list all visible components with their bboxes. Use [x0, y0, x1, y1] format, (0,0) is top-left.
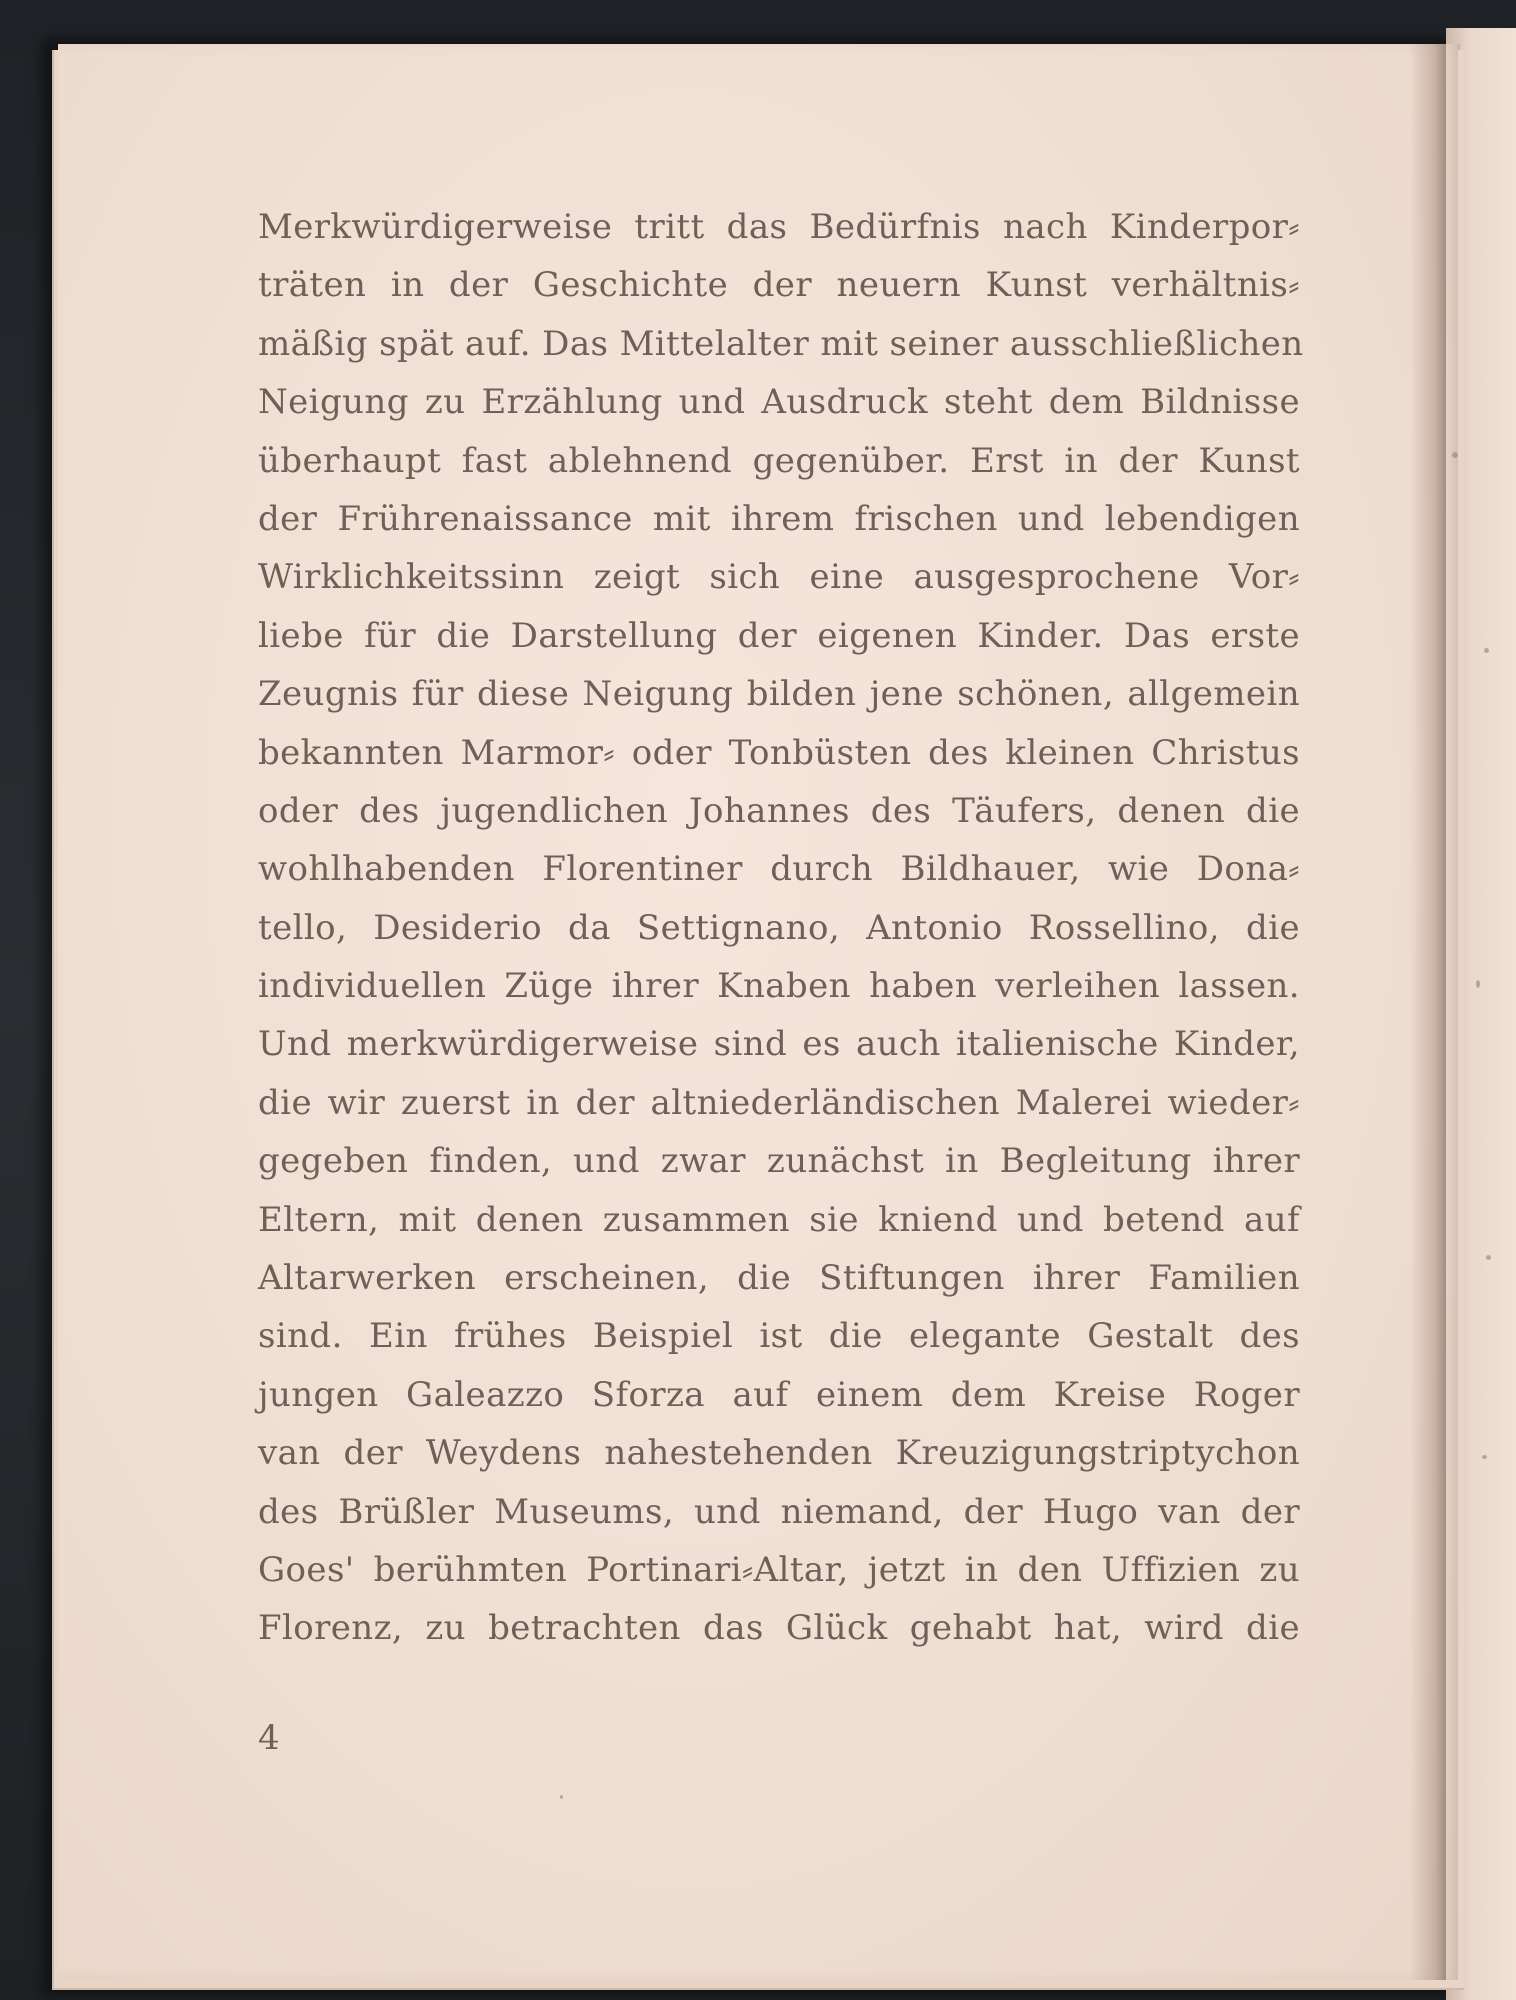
text-line: oder des jugendlichen Johannes des Täufers, denen die: [258, 790, 1300, 831]
page-gutter: [1410, 44, 1446, 1980]
text-line: jungen Galeazzo Sforza auf einem dem Kreise Roger: [258, 1374, 1300, 1415]
text-line: tello, Desiderio da Settignano, Antonio Rossellino, die: [258, 907, 1300, 948]
paper-speck: [1486, 1255, 1491, 1260]
paper-speck: [1452, 452, 1458, 458]
text-line: van der Weydens nahestehenden Kreuzigungstriptychon: [258, 1433, 1300, 1474]
text-line: träten in der Geschichte der neuern Kunst verhältnis⸗: [258, 265, 1300, 306]
text-line: sind. Ein frühes Beispiel ist die elegante Gestalt des: [258, 1316, 1300, 1357]
text-line: mäßig spät auf. Das Mittelalter mit seiner ausschließlichen: [258, 323, 1304, 364]
text-line: Wirklichkeitssinn zeigt sich eine ausgesprochene Vor⸗: [258, 557, 1300, 598]
text-line: Und merkwürdigerweise sind es auch italienische Kinder,: [258, 1024, 1300, 1065]
text-line: Merkwürdigerweise tritt das Bedürfnis nach Kinderpor⸗: [258, 207, 1300, 247]
body-text: [258, 198, 1304, 1658]
text-line: Eltern, mit denen zusammen sie kniend und betend auf: [258, 1199, 1300, 1240]
text-line: überhaupt fast ablehnend gegenüber. Erst in der Kunst: [258, 440, 1300, 481]
text-line: wohlhabenden Florentiner durch Bildhauer, wie Dona⸗: [258, 849, 1300, 890]
text-line: Goes' berühmten Portinari⸗Altar, jetzt in den Uffizien zu: [258, 1549, 1300, 1590]
page-number: 4: [258, 1718, 280, 1758]
text-line: Altarwerken erscheinen, die Stiftungen ihrer Familien: [258, 1258, 1300, 1299]
text-line: liebe für die Darstellung der eigenen Kinder. Das erste: [258, 615, 1300, 656]
text-line: Florenz, zu betrachten das Glück gehabt hat, wird die: [258, 1608, 1300, 1649]
text-line: gegeben finden, und zwar zunächst in Begleitung ihrer: [258, 1141, 1300, 1182]
text-line: die wir zuerst in der altniederländischen Malerei wieder⸗: [258, 1082, 1300, 1123]
paper-speck: [560, 1795, 563, 1799]
paper-speck: [1484, 648, 1489, 653]
paper-speck: [1482, 1455, 1487, 1459]
text-line: individuellen Züge ihrer Knaben haben verleihen lassen.: [258, 966, 1300, 1007]
text-line: bekannten Marmor⸗ oder Tonbüsten des kleinen Christus: [258, 732, 1300, 773]
text-line: des Brüßler Museums, und niemand, der Hugo van der: [258, 1491, 1300, 1532]
text-line: Zeugnis für diese Neigung bilden jene schönen, allgemein: [258, 674, 1300, 715]
text-line: Neigung zu Erzählung und Ausdruck steht dem Bildnisse: [258, 382, 1300, 423]
paper-speck: [1476, 980, 1480, 988]
text-line: der Frührenaissance mit ihrem frischen und lebendigen: [258, 498, 1300, 539]
